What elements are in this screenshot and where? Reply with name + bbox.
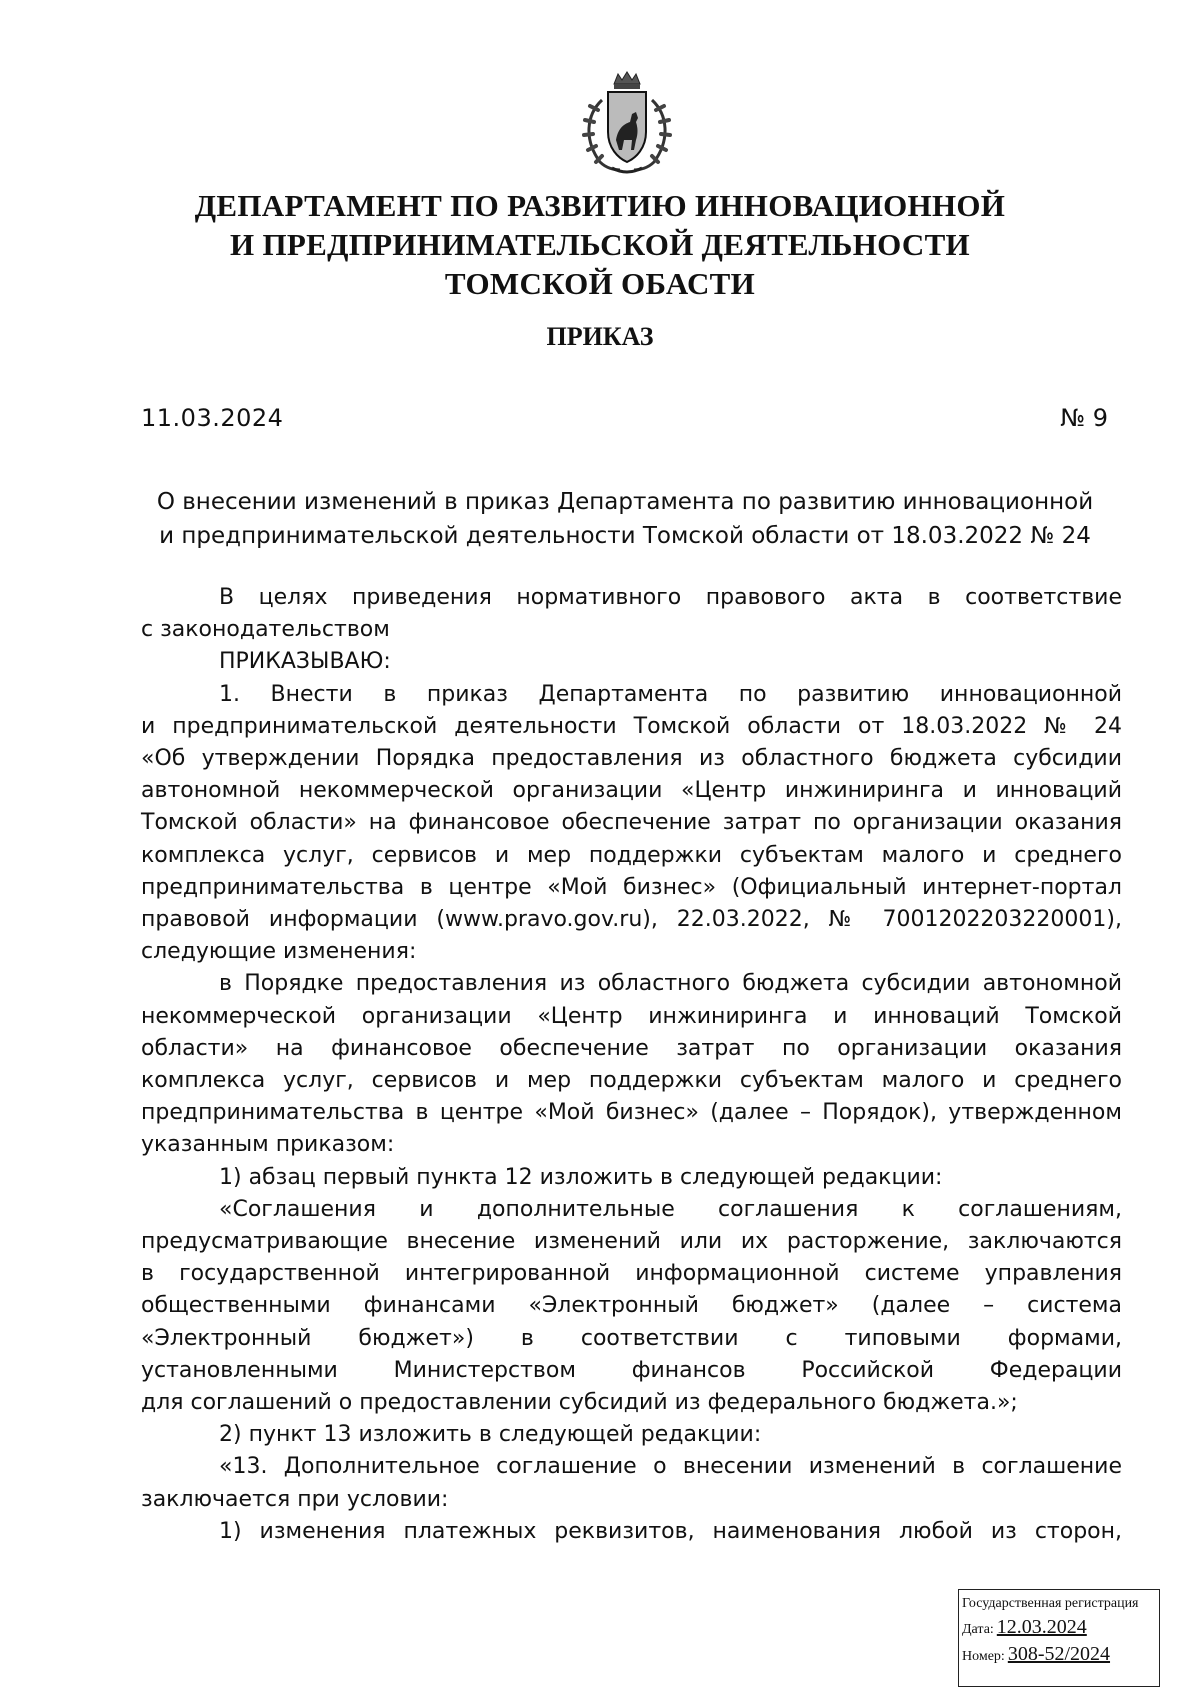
body-line: общественными финансами «Электронный бюджет» (далее – система: [141, 1293, 1122, 1319]
registration-stamp: [958, 1589, 1160, 1687]
body-line: правовой информации (www.pravo.gov.ru), 22.03.2022, № 7001202203220001),: [141, 907, 1122, 933]
body-line: «Соглашения и дополнительные соглашения к соглашениям,: [219, 1196, 1122, 1222]
body-line: «Электронный бюджет») в соответствии с типовыми формами,: [141, 1325, 1122, 1351]
registration-number-row: [959, 1639, 1159, 1666]
body-line: предпринимательства в центре «Мой бизнес» (далее – Порядок), утвержденном: [141, 1100, 1122, 1126]
registration-date-row: [959, 1612, 1159, 1639]
body-line: «Об утверждении Порядка предоставления из областного бюджета субсидии: [141, 746, 1122, 772]
body-line: «13. Дополнительное соглашение о внесении изменений в соглашение: [219, 1454, 1122, 1480]
body-line: предусматривающие внесение изменений или их расторжение, заключаются: [141, 1229, 1122, 1255]
registration-number: 308-52/2024: [1007, 1643, 1111, 1665]
body-line: предпринимательства в центре «Мой бизнес» (Официальный интернет-портал: [141, 874, 1122, 900]
body-line: в Порядке предоставления из областного бюджета субсидии автономной: [219, 971, 1122, 997]
registration-date: 12.03.2024: [996, 1616, 1087, 1638]
body-line: автономной некоммерческой организации «Центр инжиниринга и инноваций: [141, 778, 1122, 804]
document-type: ПРИКАЗ: [546, 322, 654, 351]
subject-line: и предпринимательской деятельности Томской области от 18.03.2022 № 24: [159, 523, 1091, 549]
department-name: [150, 186, 1050, 303]
order-date: 11.03.2024: [141, 404, 284, 432]
body-line: Томской области» на финансовое обеспечение затрат по организации оказания: [141, 810, 1122, 836]
order-number: № 9: [1060, 404, 1108, 432]
department-name-line: ТОМСКОЙ ОБАСТИ: [444, 266, 756, 301]
body-line: 2) пункт 13 изложить в следующей редакции:: [219, 1422, 762, 1448]
body-line: ПРИКАЗЫВАЮ:: [219, 649, 391, 675]
body-line: с законодательством: [141, 617, 390, 643]
body-line: следующие изменения:: [141, 939, 417, 965]
body-line: для соглашений о предоставлении субсидий из федерального бюджета.»;: [141, 1390, 1018, 1416]
department-name-line: И ПРЕДПРИНИМАТЕЛЬСКОЙ ДЕЯТЕЛЬНОСТИ: [230, 227, 970, 262]
body-line: и предпринимательской деятельности Томской области от 18.03.2022 № 24: [141, 713, 1122, 739]
registration-title: Государственная регистрация: [962, 1596, 1139, 1611]
order-subject: [140, 485, 1110, 553]
department-name-line: ДЕПАРТАМЕНТ ПО РАЗВИТИЮ ИННОВАЦИОННОЙ: [194, 188, 1006, 223]
body-line: комплекса услуг, сервисов и мер поддержки субъектам малого и среднего: [141, 842, 1122, 868]
body-line: указанным приказом:: [141, 1132, 395, 1158]
body-line: заключается при условии:: [141, 1486, 449, 1512]
registration-number-label: Номер:: [962, 1649, 1005, 1664]
body-line: установленными Министерством финансов Российской Федерации: [141, 1357, 1122, 1383]
registration-date-label: Дата:: [962, 1622, 994, 1637]
body-line: 1) изменения платежных реквизитов, наименования любой из сторон,: [219, 1518, 1122, 1544]
body-line: комплекса услуг, сервисов и мер поддержки субъектам малого и среднего: [141, 1068, 1122, 1094]
body-line: в государственной интегрированной информационной системе управления: [141, 1261, 1122, 1287]
body-line: 1) абзац первый пункта 12 изложить в следующей редакции:: [219, 1164, 943, 1190]
body-line: 1. Внести в приказ Департамента по развитию инновационной: [219, 681, 1122, 707]
coat-of-arms-icon: [572, 70, 682, 178]
body-line: В целях приведения нормативного правового акта в соответствие: [219, 585, 1122, 610]
body-line: области» на финансовое обеспечение затрат по организации оказания: [141, 1035, 1122, 1061]
subject-line: О внесении изменений в приказ Департамента по развитию инновационной: [156, 489, 1094, 515]
order-body: [141, 582, 1122, 1548]
body-line: некоммерческой организации «Центр инжиниринга и инноваций Томской: [141, 1003, 1122, 1029]
